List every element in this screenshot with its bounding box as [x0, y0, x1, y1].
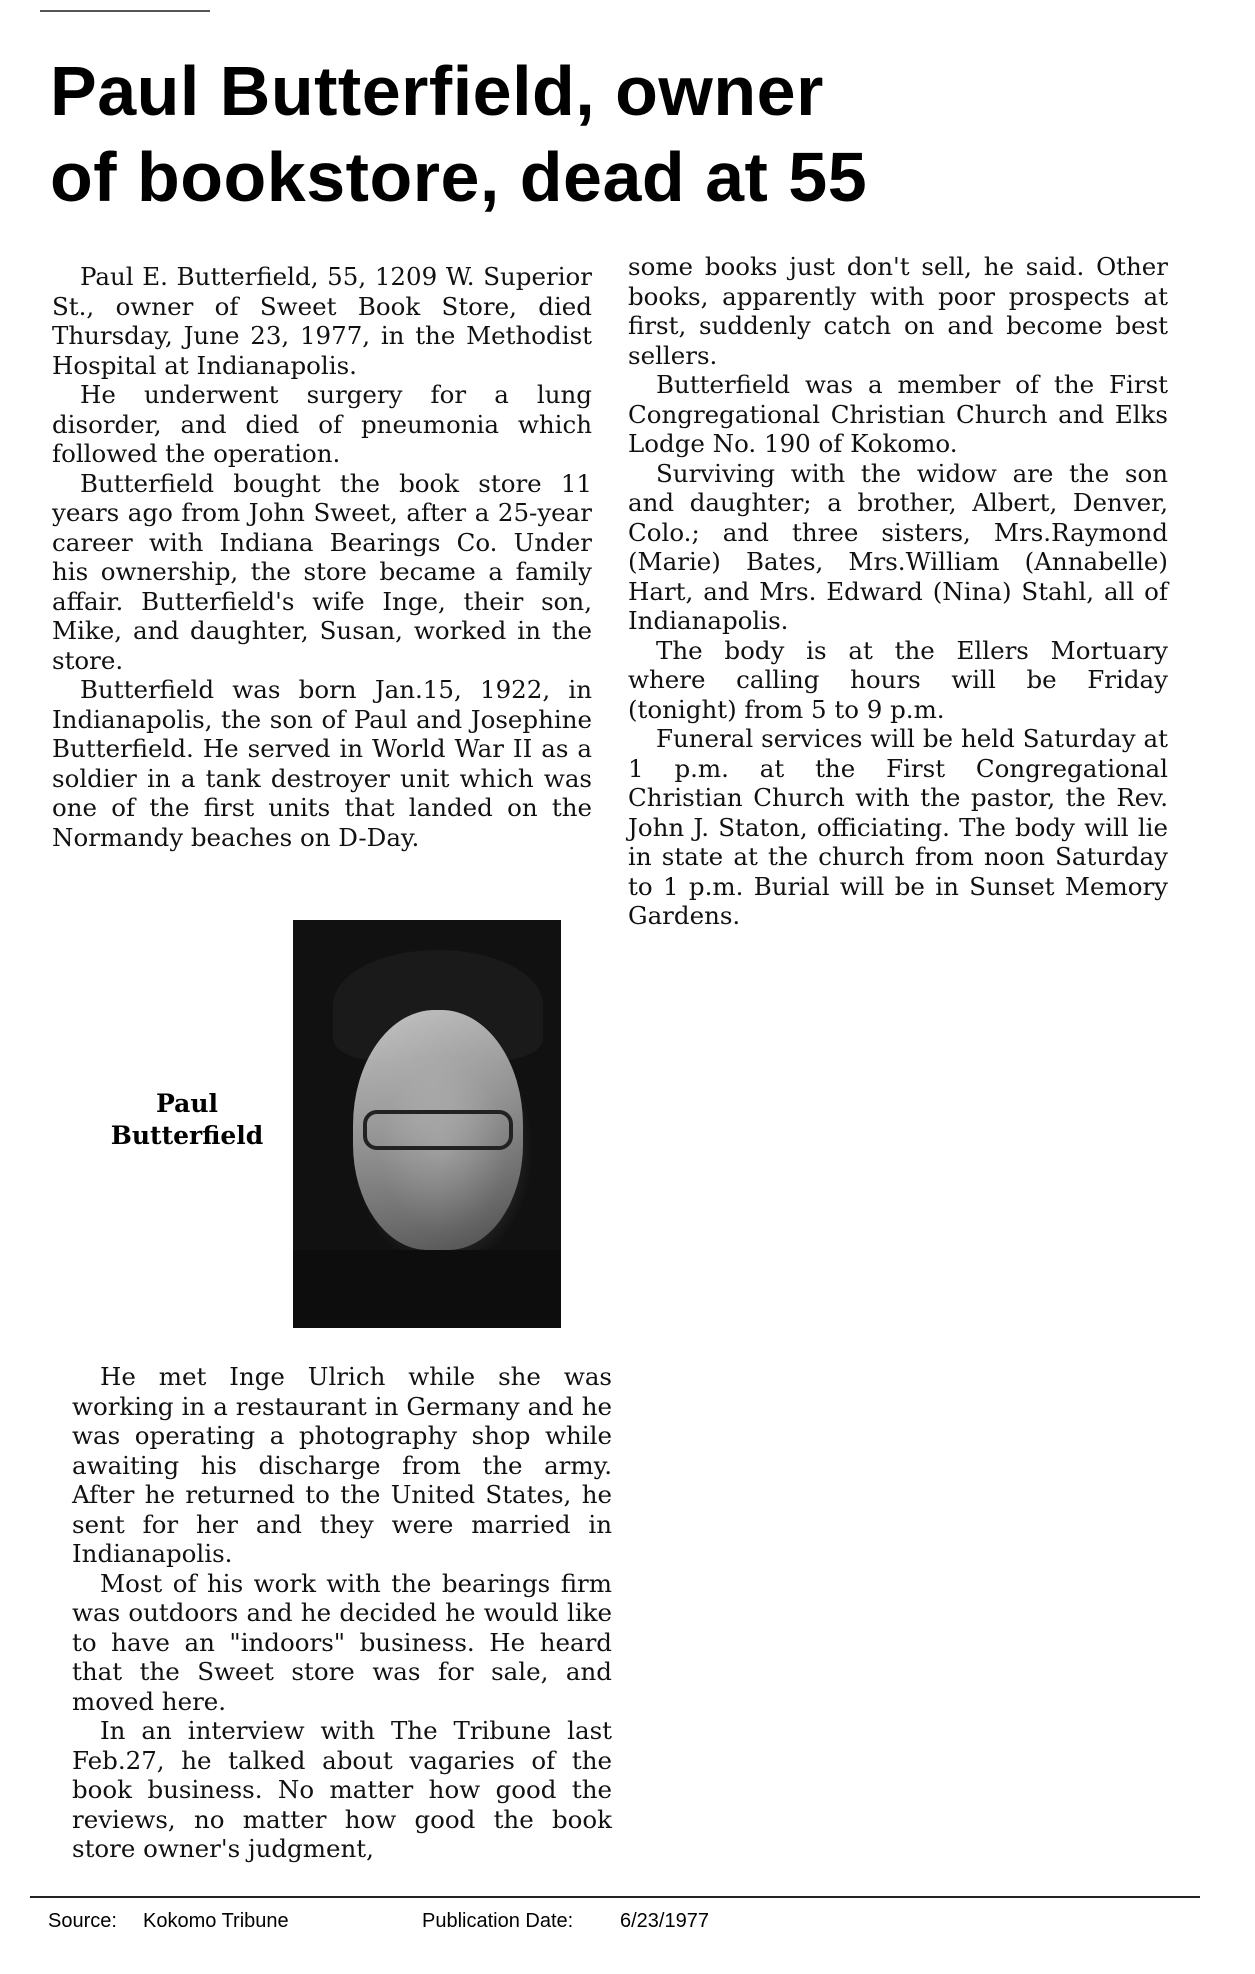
portrait-photo [293, 920, 561, 1328]
source-label: Source: [48, 1910, 117, 1932]
headline-line-2: of bookstore, dead at 55 [50, 138, 868, 216]
top-rule [40, 10, 210, 12]
source-footer [48, 1906, 1208, 1936]
headline-line-1: Paul Butterfield, owner [50, 52, 824, 130]
photo-glasses-shape [363, 1110, 513, 1150]
caption-last-name: Butterfield [110, 1121, 264, 1150]
headline [50, 48, 1200, 220]
publication-date-value: 6/23/1977 [620, 1910, 709, 1932]
photo-caption [92, 1088, 282, 1152]
photo-suit-shape [293, 1250, 561, 1328]
bottom-rule [30, 1896, 1200, 1898]
paragraph: Butterfield was a member of the First Congregational Christian Church and Elks Lodge No. 190 of Kokomo. [628, 370, 1168, 458]
paragraph: In an interview with The Tribune last Feb.27, he talked about vagaries of the book business. No matter how good the reviews, no matter how good the book store owner's judgment, [72, 1716, 612, 1863]
paragraph: Butterfield was born Jan.15, 1922, in Indianapolis, the son of Paul and Josephine Butterfield. He served in World War II as a soldier in a tank destroyer unit which was one of the first units that landed on the Normandy beaches on D-Day. [52, 675, 592, 852]
article-column-bottom [72, 1362, 612, 1864]
paragraph: Surviving with the widow are the son and daughter; a brother, Albert, Denver, Colo.; and three sisters, Mrs.Raymond (Marie) Bates, Mrs.William (Annabelle) Hart, and Mrs. Edward (Nina) Stahl, all of Indianapolis. [628, 458, 1168, 635]
caption-first-name: Paul [156, 1089, 218, 1118]
paragraph: Paul E. Butterfield, 55, 1209 W. Superior St., owner of Sweet Book Store, died Thursday, June 23, 1977, in the Methodist Hospital at Indianapolis. [52, 262, 592, 380]
paragraph: Butterfield bought the book store 11 years ago from John Sweet, after a 25-year career with Indiana Bearings Co. Under his ownership, the store became a family affair. Butterfield's wife Inge, their son, Mike, and daughter, Susan, worked in the store. [52, 468, 592, 675]
article-column-right [628, 252, 1168, 931]
source-value: Kokomo Tribune [143, 1910, 289, 1932]
article-column-left [52, 262, 592, 852]
publication-date-label: Publication Date: [422, 1910, 574, 1932]
paragraph: The body is at the Ellers Mortuary where calling hours will be Friday (tonight) from 5 to 9 p.m. [628, 635, 1168, 724]
paragraph: He met Inge Ulrich while she was working in a restaurant in Germany and he was operating a photography shop while awaiting his discharge from the army. After he returned to the United States, he sent for her and they were married in Indianapolis. [72, 1362, 612, 1568]
paragraph: He underwent surgery for a lung disorder, and died of pneumonia which followed the operation. [52, 380, 592, 468]
paragraph: Most of his work with the bearings firm was outdoors and he decided he would like to have an "indoors" business. He heard that the Sweet store was for sale, and moved here. [72, 1568, 612, 1716]
paragraph: Funeral services will be held Saturday at 1 p.m. at the First Congregational Christian Church with the pastor, the Rev. John J. Staton, officiating. The body will lie in state at the church from noon Saturday to 1 p.m. Burial will be in Sunset Memory Gardens. [628, 724, 1168, 930]
paragraph: some books just don't sell, he said. Other books, apparently with poor prospects at first, suddenly catch on and become best sellers. [628, 252, 1168, 370]
